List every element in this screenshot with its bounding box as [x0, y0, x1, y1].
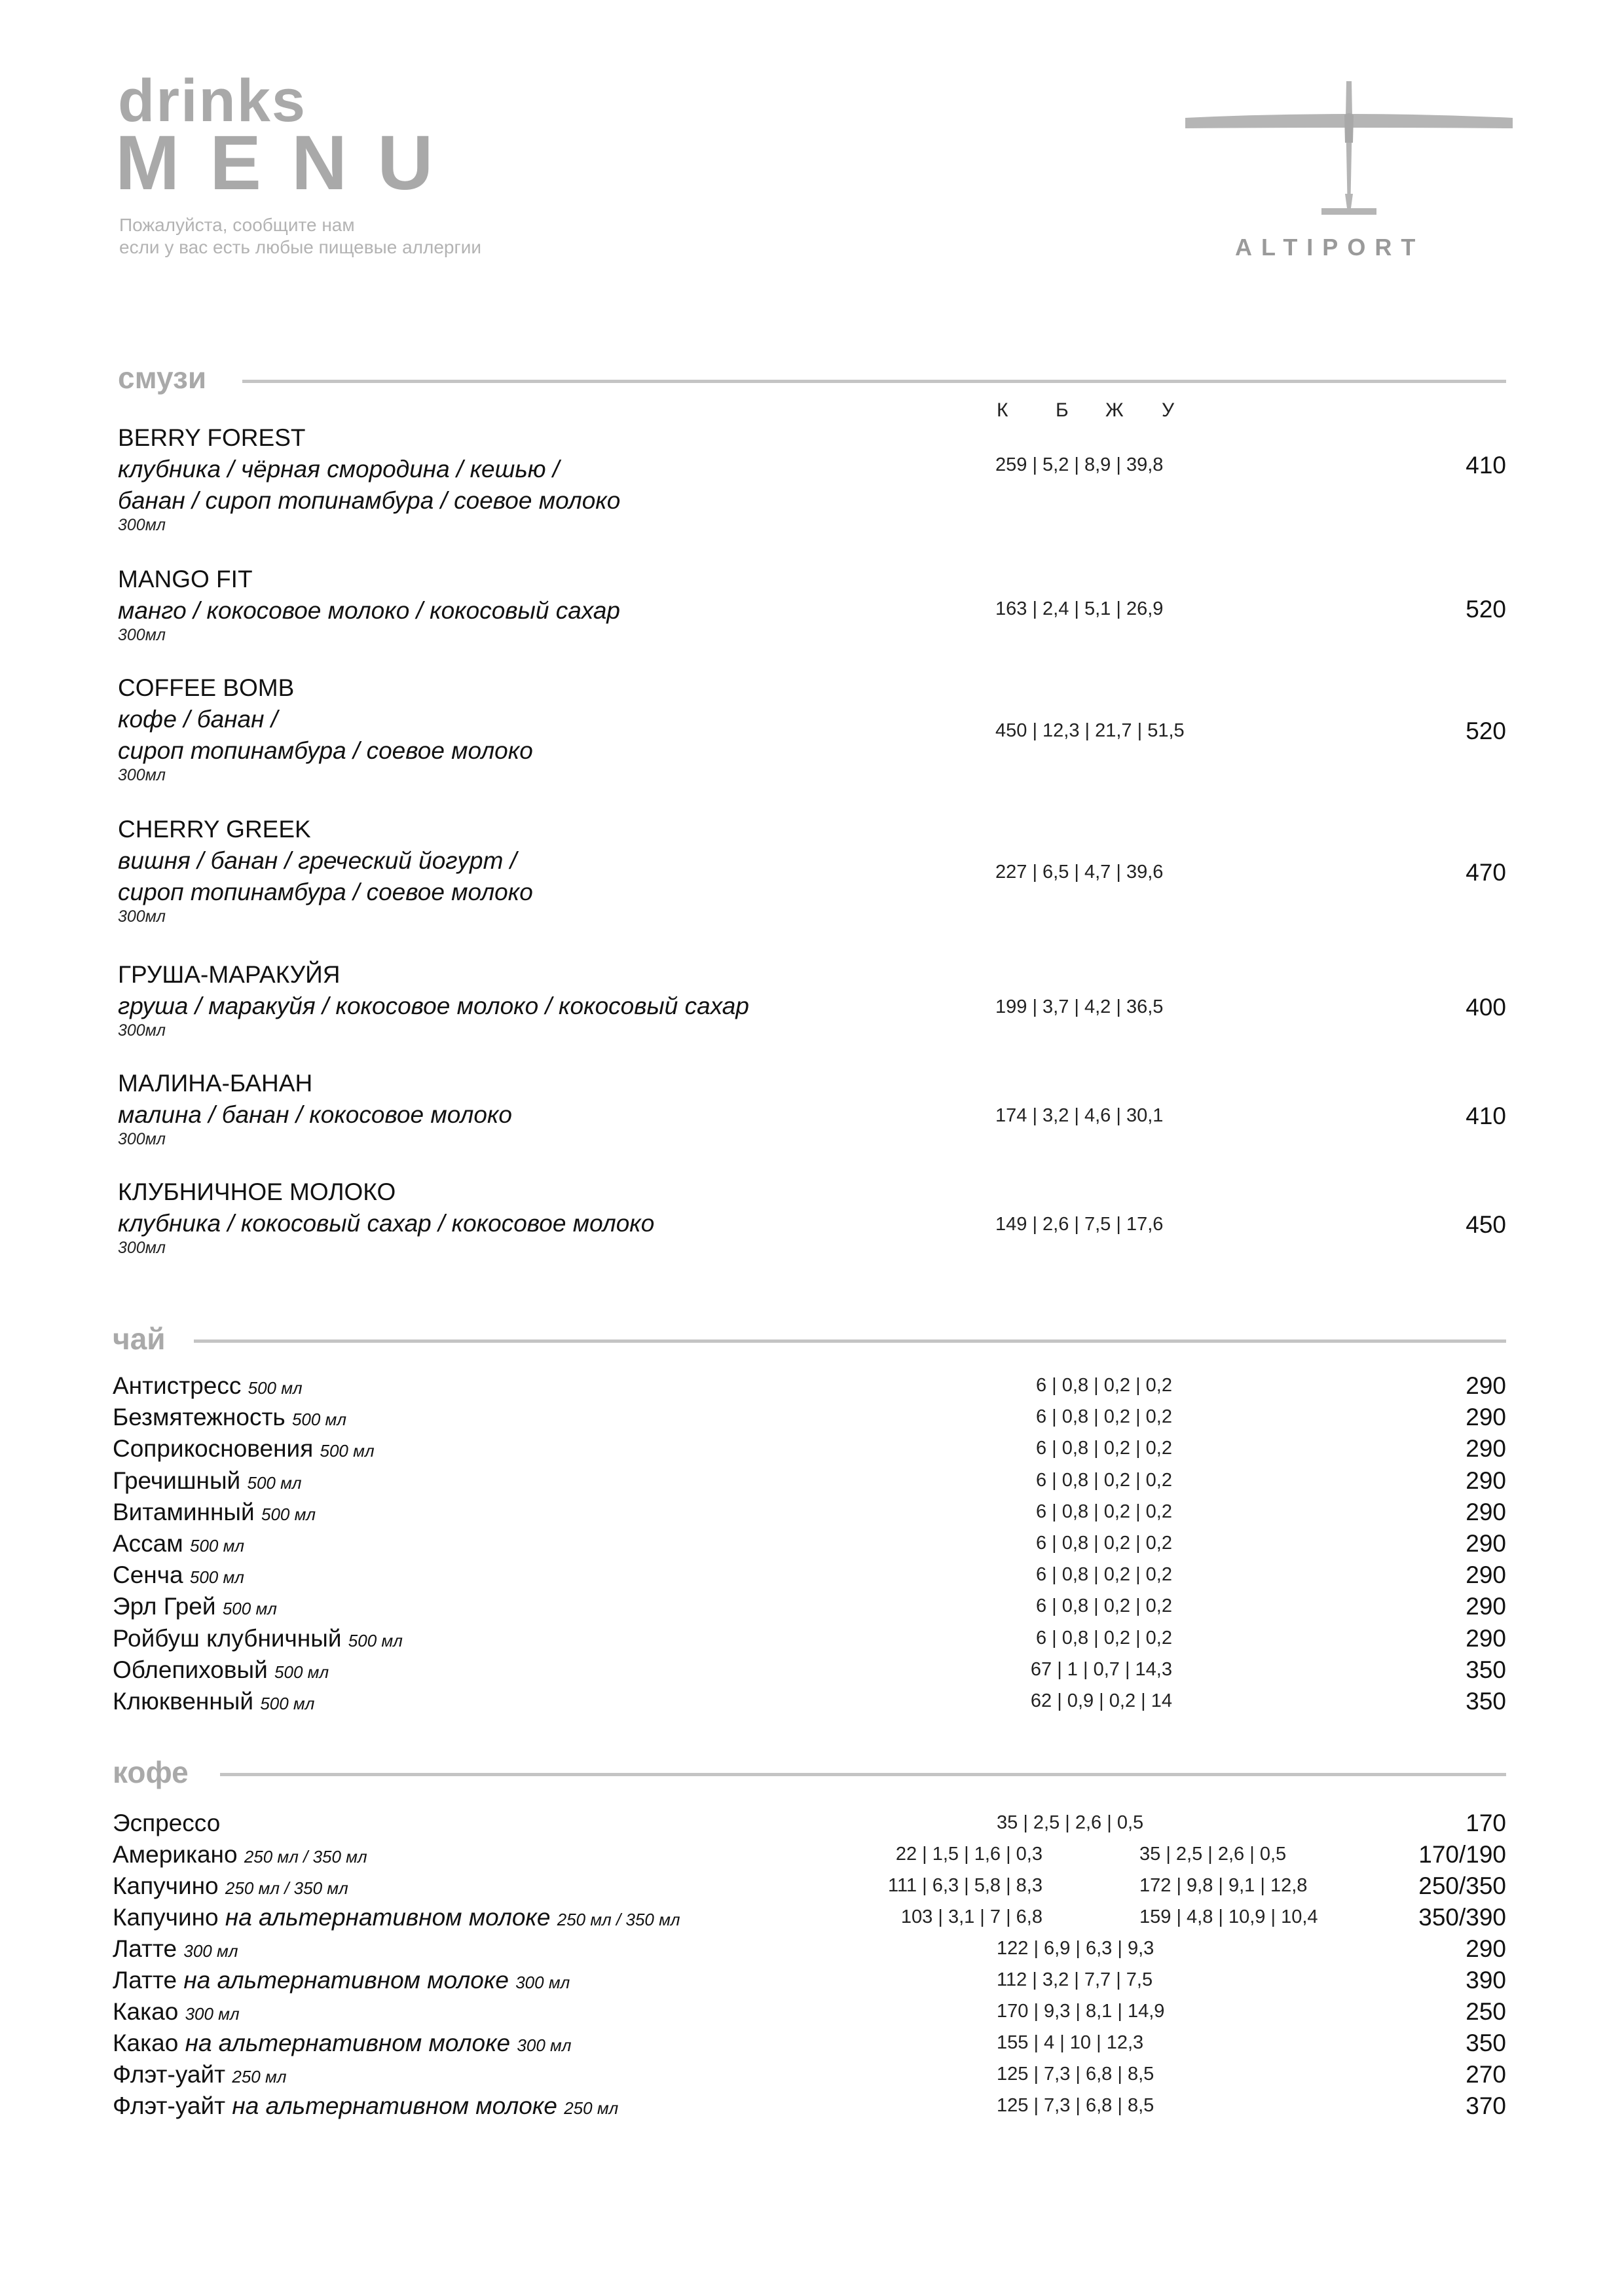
list-item-name [113, 1563, 244, 1587]
section-title-coffee: кофе [113, 1755, 189, 1789]
menu-item-nutrition: 174 | 3,2 | 4,6 | 30,1 [995, 1105, 1164, 1126]
item-volume: 300 мл [517, 2035, 572, 2055]
list-item-nutrition: 6 | 0,8 | 0,2 | 0,2 [1035, 1564, 1172, 1586]
list-item-nutrition: 6 | 0,8 | 0,2 | 0,2 [1035, 1469, 1172, 1491]
item-name: Капучино [113, 1904, 219, 1931]
list-item-name [113, 2062, 286, 2086]
list-item-name [113, 2094, 618, 2118]
list-item-nutrition: 6 | 0,8 | 0,2 | 0,2 [1035, 1627, 1172, 1649]
list-item-price: 250/350 [1418, 1872, 1506, 1899]
list-item-price: 290 [1466, 1435, 1506, 1463]
item-volume: 500 мл [189, 1567, 244, 1588]
section-divider-smoothies [242, 380, 1506, 383]
list-item-nutrition: 125 | 7,3 | 6,8 | 8,5 [997, 2095, 1154, 2116]
list-item-nutrition: 112 | 3,2 | 7,7 | 7,5 [997, 1969, 1153, 1990]
list-item-nutrition: 6 | 0,8 | 0,2 | 0,2 [1035, 1375, 1172, 1396]
list-item-nutrition: 103 | 3,1 | 7 | 6,8 [900, 1906, 1043, 1927]
list-item-name [113, 1626, 403, 1650]
list-item-nutrition: 155 | 4 | 10 | 12,3 [997, 2032, 1144, 2053]
list-item-price: 350 [1466, 1656, 1506, 1683]
menu-item-ingredients: вишня / банан / греческий йогурт / [118, 847, 517, 874]
item-volume: 500 мл [247, 1472, 302, 1493]
list-item-name [113, 1968, 570, 1992]
list-item-name [113, 2031, 572, 2055]
list-item-nutrition: 22 | 1,5 | 1,6 | 0,3 [895, 1844, 1043, 1865]
kbju-header-b: Б [1056, 399, 1069, 421]
menu-item-ingredients: малина / банан / кокосовое молоко [118, 1101, 513, 1128]
title-drinks: drinks [118, 67, 307, 134]
item-name: Клюквенный [113, 1688, 254, 1715]
menu-item-name: BERRY FOREST [118, 424, 306, 451]
list-item-nutrition: 122 | 6,9 | 6,3 | 9,3 [997, 1938, 1154, 1959]
list-item-price: 270 [1466, 2061, 1506, 2088]
list-item-nutrition-large: 159 | 4,8 | 10,9 | 10,4 [1139, 1906, 1318, 1927]
item-volume: 500 мл [274, 1662, 329, 1682]
item-volume: 500 мл [189, 1536, 245, 1556]
menu-item-price: 450 [1466, 1211, 1506, 1238]
list-item-nutrition-large: 35 | 2,5 | 2,6 | 0,5 [1139, 1844, 1287, 1865]
list-item-name [113, 1436, 375, 1461]
item-alt-milk: на альтернативном молоке [232, 2092, 557, 2119]
list-item-name [113, 1468, 302, 1493]
list-item-price: 290 [1466, 1624, 1506, 1652]
list-item-price: 290 [1466, 1561, 1506, 1589]
menu-item-nutrition: 259 | 5,2 | 8,9 | 39,8 [995, 454, 1164, 475]
item-name: Антистресс [113, 1372, 242, 1399]
item-name: Сенча [113, 1561, 183, 1589]
item-name: Какао [113, 2030, 179, 2056]
allergy-note-line-2: если у вас есть любые пищевые аллергии [119, 237, 481, 257]
list-item-name [113, 1658, 329, 1682]
item-volume: 500 мл [291, 1410, 347, 1430]
menu-item-volume: 300мл [118, 1130, 166, 1148]
item-name: Флэт-уайт [113, 2092, 226, 2119]
list-item-name [113, 1531, 244, 1556]
item-volume: 500 мл [222, 1599, 277, 1619]
item-volume: 500 мл [348, 1630, 403, 1650]
menu-item-ingredients: кофе / банан / [118, 706, 278, 733]
list-item-name [113, 1374, 303, 1398]
list-item-price: 350/390 [1418, 1904, 1506, 1931]
section-title-smoothies: смузи [118, 361, 207, 395]
menu-item-name: CHERRY GREEK [118, 816, 311, 843]
item-name: Безмятежность [113, 1404, 286, 1431]
logo-text: ALTIPORT [1235, 234, 1425, 261]
list-item-price: 290 [1466, 1593, 1506, 1620]
item-name: Гречишный [113, 1467, 241, 1494]
item-alt-milk: на альтернативном молоке [225, 1904, 551, 1931]
list-item-nutrition: 67 | 1 | 0,7 | 14,3 [1030, 1658, 1172, 1680]
list-item-price: 290 [1466, 1372, 1506, 1399]
list-item-name [113, 1905, 680, 1929]
item-name: Эспрессо [113, 1810, 221, 1836]
item-volume: 500 мл [260, 1694, 315, 1713]
kbju-header-zh: Ж [1105, 399, 1124, 421]
item-volume: 500 мл [261, 1504, 316, 1524]
list-item-nutrition: 111 | 6,3 | 5,8 | 8,3 [888, 1875, 1043, 1896]
item-name: Ройбуш клубничный [113, 1624, 342, 1652]
menu-item-name: МАЛИНА-БАНАН [118, 1070, 313, 1097]
menu-item-nutrition: 227 | 6,5 | 4,7 | 39,6 [995, 862, 1164, 883]
item-name: Флэт-уайт [113, 2061, 226, 2088]
list-item-nutrition: 6 | 0,8 | 0,2 | 0,2 [1035, 1595, 1172, 1617]
item-volume: 500 мл [320, 1441, 375, 1461]
item-alt-milk: на альтернативном молоке [185, 2030, 511, 2056]
list-item-name [113, 1689, 314, 1713]
section-divider-coffee [220, 1773, 1506, 1776]
list-item-nutrition: 6 | 0,8 | 0,2 | 0,2 [1035, 1501, 1172, 1522]
item-volume: 300 мл [185, 2004, 240, 2024]
item-name: Облепиховый [113, 1656, 268, 1683]
item-name: Витаминный [113, 1498, 255, 1525]
list-item-price: 390 [1466, 1967, 1506, 1994]
menu-item-ingredients: груша / маракуйя / кокосовое молоко / кокосовый сахар [118, 993, 749, 1019]
menu-item-ingredients: банан / сироп топинамбура / соевое молоко [118, 487, 621, 514]
menu-item-volume: 300мл [118, 907, 166, 926]
list-item-price: 290 [1466, 1935, 1506, 1962]
list-item-price: 250 [1466, 1998, 1506, 2025]
section-title-tea: чай [113, 1322, 166, 1356]
item-name: Американо [113, 1841, 238, 1868]
menu-item-nutrition: 199 | 3,7 | 4,2 | 36,5 [995, 996, 1164, 1017]
list-item-name [113, 1405, 346, 1429]
item-volume: 250 мл / 350 мл [225, 1878, 348, 1898]
menu-item-nutrition: 450 | 12,3 | 21,7 | 51,5 [995, 720, 1185, 741]
menu-item-volume: 300мл [118, 1021, 166, 1040]
menu-item-volume: 300мл [118, 766, 166, 784]
menu-item-nutrition: 163 | 2,4 | 5,1 | 26,9 [995, 598, 1164, 619]
list-item-price: 290 [1466, 1498, 1506, 1525]
menu-item-ingredients: манго / кокосовое молоко / кокосовый сахар [118, 597, 621, 624]
list-item-name [113, 1842, 367, 1867]
list-item-nutrition: 6 | 0,8 | 0,2 | 0,2 [1035, 1533, 1172, 1554]
item-name: Какао [113, 1998, 179, 2025]
item-name: Соприкосновения [113, 1435, 314, 1463]
list-item-name [113, 1500, 316, 1524]
list-item-nutrition: 62 | 0,9 | 0,2 | 14 [1030, 1690, 1172, 1711]
item-name: Ассам [113, 1530, 183, 1557]
item-volume: 250 мл [232, 2067, 287, 2086]
menu-item-price: 470 [1466, 859, 1506, 886]
item-volume: 500 мл [248, 1378, 303, 1398]
item-volume: 250 мл / 350 мл [557, 1910, 680, 1929]
list-item-price: 350 [1466, 2030, 1506, 2056]
list-item-nutrition: 35 | 2,5 | 2,6 | 0,5 [997, 1812, 1144, 1833]
menu-item-volume: 300мл [118, 626, 166, 644]
list-item-name [113, 1594, 277, 1618]
list-item-price: 170 [1466, 1810, 1506, 1836]
list-item-price: 290 [1466, 1530, 1506, 1557]
list-item-name [113, 1999, 240, 2024]
menu-item-price: 410 [1466, 452, 1506, 479]
list-item-name [113, 1937, 238, 1961]
item-name: Капучино [113, 1872, 219, 1899]
list-item-nutrition: 170 | 9,3 | 8,1 | 14,9 [997, 2001, 1165, 2022]
list-item-nutrition: 6 | 0,8 | 0,2 | 0,2 [1035, 1406, 1172, 1428]
menu-item-name: ГРУША-МАРАКУЙЯ [118, 961, 341, 988]
allergy-note-line-1: Пожалуйста, сообщите нам [119, 215, 355, 235]
menu-item-ingredients: сироп топинамбура / соевое молоко [118, 879, 533, 905]
list-item-price: 350 [1466, 1688, 1506, 1715]
menu-item-ingredients: клубника / кокосовый сахар / кокосовое молоко [118, 1210, 655, 1237]
list-item-price: 290 [1466, 1467, 1506, 1494]
section-divider-tea [194, 1339, 1506, 1343]
menu-item-nutrition: 149 | 2,6 | 7,5 | 17,6 [995, 1214, 1164, 1235]
list-item-nutrition-large: 172 | 9,8 | 9,1 | 12,8 [1139, 1875, 1308, 1896]
item-volume: 300 мл [515, 1973, 570, 1992]
item-volume: 250 мл [564, 2098, 619, 2118]
kbju-header-k: К [997, 399, 1008, 421]
item-volume: 250 мл / 350 мл [244, 1847, 367, 1867]
item-alt-milk: на альтернативном молоке [183, 1967, 509, 1994]
menu-item-volume: 300мл [118, 1239, 166, 1257]
menu-item-price: 520 [1466, 718, 1506, 744]
menu-item-name: COFFEE BOMB [118, 674, 295, 701]
list-item-price: 290 [1466, 1404, 1506, 1431]
menu-item-volume: 300мл [118, 516, 166, 534]
item-name: Эрл Грей [113, 1593, 216, 1620]
menu-item-price: 400 [1466, 994, 1506, 1021]
item-name: Латте [113, 1967, 177, 1994]
glider-icon [1185, 77, 1513, 225]
title-menu: MENU [115, 120, 464, 206]
menu-item-price: 410 [1466, 1102, 1506, 1129]
menu-item-price: 520 [1466, 596, 1506, 623]
list-item-name [113, 1811, 220, 1835]
menu-item-name: КЛУБНИЧНОЕ МОЛОКО [118, 1178, 396, 1205]
list-item-price: 170/190 [1418, 1841, 1506, 1868]
list-item-price: 370 [1466, 2092, 1506, 2119]
menu-item-name: MANGO FIT [118, 566, 253, 592]
item-volume: 300 мл [183, 1941, 238, 1961]
menu-item-ingredients: клубника / чёрная смородина / кешью / [118, 456, 560, 483]
list-item-nutrition: 125 | 7,3 | 6,8 | 8,5 [997, 2064, 1154, 2085]
item-name: Латте [113, 1935, 177, 1962]
list-item-nutrition: 6 | 0,8 | 0,2 | 0,2 [1035, 1438, 1172, 1459]
menu-item-ingredients: сироп топинамбура / соевое молоко [118, 737, 533, 764]
list-item-name [113, 1874, 348, 1898]
kbju-header-u: У [1162, 399, 1175, 421]
